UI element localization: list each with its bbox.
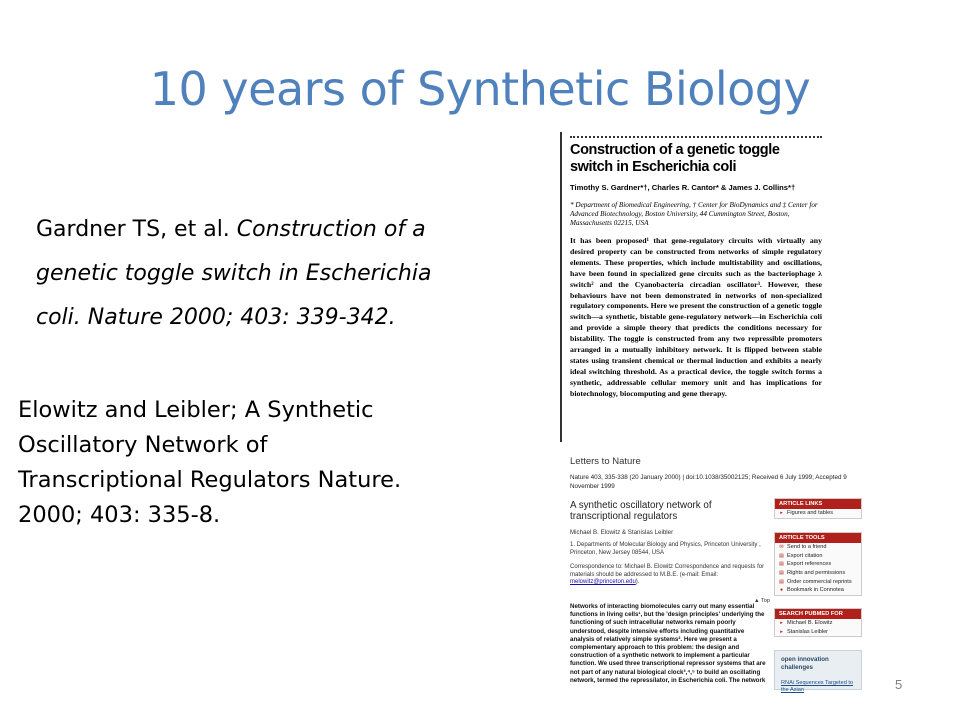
- article-abstract: It has been proposed¹ that gene-regulatory circuits with virtually any desired property can be constructed from networks of simple regulatory elements. These properties, which include multistability and oscillations, have been found in specialized gene circuits such as the bacteriophage λ switch² and the Cyanobacteria circadian oscillator³. However, these behaviours have not been demonstrated in networks of non-specialized regulatory components. Here we present the construction of a genetic toggle switch—a synthetic, bistable gene-regulatory network—in Escherichia coli and provide a simple theory that predicts the conditions necessary for bistability. The toggle is constructed from any two repressible promoters arranged in a mutually inhibitory network. It is flipped between stable states using transient chemical or thermal induction and exhibits a nearly ideal switching threshold. As a practical device, the toggle switch forms a synthetic, addressable cellular memory unit and has implications for biotechnology, biocomputing and gene therapy.: [570, 236, 822, 398]
- promo-title: open innovation challenges: [781, 656, 829, 671]
- article-clipping-gardner: [560, 132, 828, 442]
- article-links-panel: [774, 498, 862, 519]
- pubmed-author-link[interactable]: ▸ Michael B. Elowitz: [775, 619, 861, 628]
- bullet-icon: ▸: [780, 620, 783, 627]
- top-link[interactable]: ▲ Top: [754, 598, 771, 604]
- bullet-icon: ▸: [780, 628, 783, 635]
- figures-tables-link[interactable]: ▸ Figures and tables: [775, 509, 861, 518]
- article-authors: Timothy S. Gardner*†, Charles R. Cantor* & James J. Collins*†: [570, 183, 796, 192]
- slide-title: 10 years of Synthetic Biology: [149, 62, 811, 116]
- email-link[interactable]: melowitz@princeton.edu: [570, 579, 636, 586]
- citation-elowitz-line: Transcriptional Regulators Nature.: [18, 467, 402, 493]
- section-label: Letters to Nature: [570, 456, 641, 467]
- send-to-friend-link[interactable]: ✉ Send to a friend: [779, 544, 827, 551]
- document-icon: ▤: [779, 552, 784, 559]
- bookmark-connotea-link[interactable]: ● Bookmark in Connotea: [779, 587, 844, 594]
- citation-elowitz-line: Elowitz and Leibler; A Synthetic: [18, 397, 374, 423]
- article-title: Construction of a genetic toggle switch in Escherichia coli: [570, 142, 780, 175]
- article-clipping-elowitz: [562, 452, 866, 693]
- article-tools-panel: [774, 532, 862, 596]
- document-icon: ▤: [779, 561, 784, 568]
- citation-gardner-details: 2000; 403: 339-342.: [162, 305, 396, 330]
- article-affiliation: 1. Departments of Molecular Biology and Physics, Princeton University , Princeton, New Jersey 08544, USA: [570, 542, 761, 556]
- document-icon: ▤: [779, 570, 784, 577]
- page-number: 5: [895, 677, 903, 692]
- citation-gardner: [36, 208, 476, 340]
- citation-gardner-title: Construction of a genetic toggle switch in Escherichia coli. Nature: [36, 217, 432, 330]
- article-title: A synthetic oscillatory network of transcriptional regulators: [570, 500, 712, 522]
- article-meta: Nature 403, 335-338 (20 January 2000) | doi:10.1038/35002125; Received 6 July 1999; Accepted 9 November 1999: [570, 474, 847, 490]
- article-authors: Michael B. Elowitz & Stanislas Leibler: [570, 529, 674, 536]
- export-references-link[interactable]: ▤ Export references: [779, 561, 832, 568]
- document-icon: ▤: [779, 578, 784, 585]
- panel-header: ARTICLE TOOLS: [775, 533, 861, 543]
- citation-elowitz-line: 2000; 403: 335-8.: [18, 502, 221, 528]
- search-pubmed-panel: [774, 608, 862, 637]
- bullet-icon: ▸: [780, 510, 783, 517]
- promo-box: [774, 650, 862, 693]
- export-citation-link[interactable]: ▤ Export citation: [779, 552, 823, 559]
- bookmark-icon: ●: [779, 587, 784, 594]
- citation-gardner-authors: Gardner TS, et al.: [36, 217, 237, 242]
- article-affiliation: * Department of Biomedical Engineering, † Center for BioDynamics and ‡ Center for Advanced Biotechnology, Boston University, 44 Cummington Street, Boston, Massachusetts 02215, USA: [570, 201, 818, 227]
- panel-header: SEARCH PUBMED FOR: [775, 609, 861, 619]
- citation-elowitz: [18, 393, 488, 533]
- article-correspondence: Correspondence to: Michael B. Elowitz Correspondence and requests for materials should be addressed to M.B.E. (e-mail: Email: melowitz@princeton.edu).: [570, 564, 765, 586]
- order-reprints-link[interactable]: ▤ Order commercial reprints: [779, 578, 852, 585]
- rights-permissions-link[interactable]: ▤ Rights and permissions: [779, 570, 846, 577]
- mail-icon: ✉: [779, 544, 784, 551]
- promo-link[interactable]: RNAi Sequences Targeted to the Asian: [781, 680, 854, 693]
- pubmed-author-link[interactable]: ▸ Stanislas Leibler: [775, 628, 861, 637]
- citation-elowitz-line: Oscillatory Network of: [18, 432, 268, 458]
- panel-header: ARTICLE LINKS: [775, 499, 861, 509]
- article-abstract: Networks of interacting biomolecules carry out many essential functions in living cells¹, but the 'design principles' underlying the functioning of such intracellular networks remain poorly understood, despite intensive efforts including quantitative analysis of relatively simple systems². Here we present a complementary approach to this problem: the design and construction of a synthetic network to implement a particular function. We used three transcriptional repressor systems that are not part of any natural biological clock³,⁴,⁵ to build an oscillating network, termed the repressilator, in Escherichia coli. The network: [570, 603, 766, 684]
